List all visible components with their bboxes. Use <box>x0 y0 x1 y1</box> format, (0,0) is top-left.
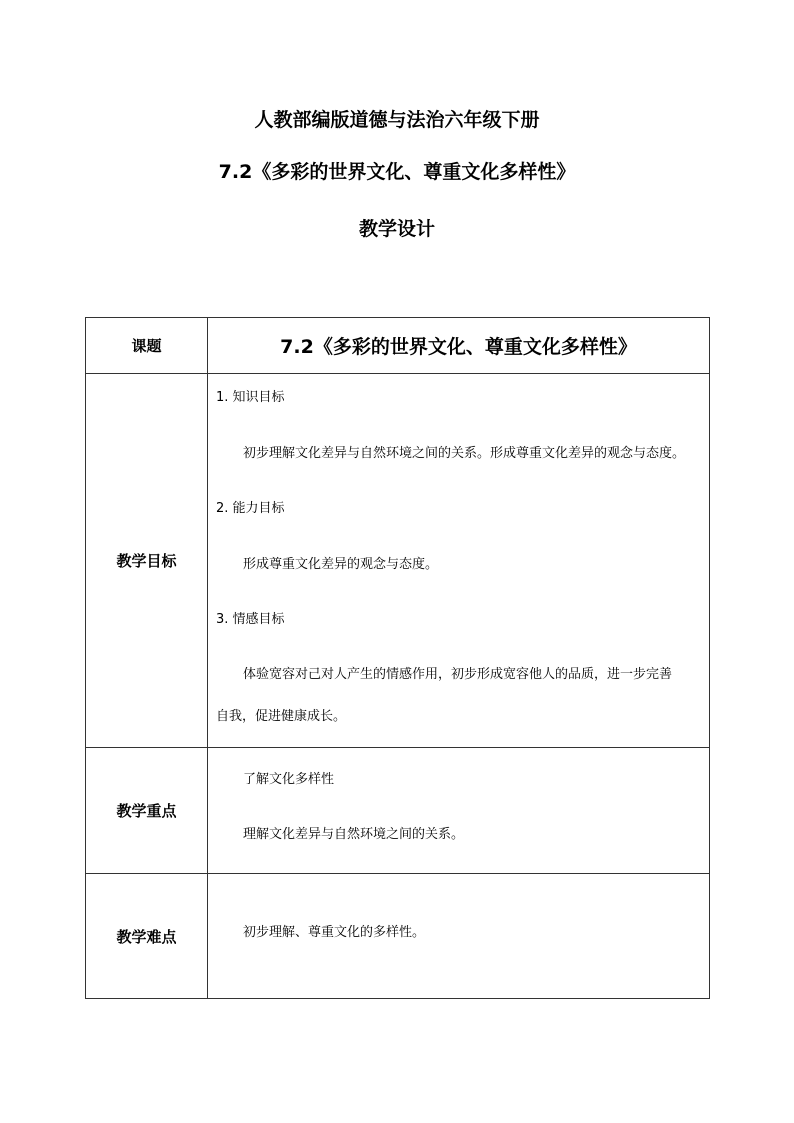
document-subtitle: 教学设计 <box>358 218 435 240</box>
topic-value: 7.2《多彩的世界文化、尊重文化多样性》 <box>208 318 710 374</box>
table-row-difficulties <box>86 874 710 999</box>
goals-label: 教学目标 <box>86 374 208 748</box>
topic-label: 课题 <box>86 318 208 374</box>
table-row-goals <box>86 374 710 748</box>
difficulty-1: 初步理解、尊重文化的多样性。 <box>243 925 426 940</box>
difficulties-cell <box>208 874 710 999</box>
table-row-topic <box>86 318 710 374</box>
keypoints-cell <box>208 748 710 874</box>
lesson-title: 7.2《多彩的世界文化、尊重文化多样性》 <box>218 161 576 183</box>
keypoint-2: 理解文化差异与自然环境之间的关系。 <box>243 827 465 842</box>
goal-text-knowledge: 初步理解文化差异与自然环境之间的关系。形成尊重文化差异的观念与态度。 <box>243 446 686 461</box>
goal-heading-ability: 2. 能力目标 <box>216 501 285 516</box>
keypoints-label: 教学重点 <box>86 748 208 874</box>
goal-text-emotion-2: 自我，促进健康成长。 <box>216 709 347 724</box>
difficulties-label: 教学难点 <box>86 874 208 999</box>
table-row-keypoints <box>86 748 710 874</box>
goal-text-emotion-1: 体验宽容对己对人产生的情感作用，初步形成宽容他人的品质，进一步完善 <box>243 667 673 682</box>
document-title: 人教部编版道德与法治六年级下册 <box>254 109 540 131</box>
goal-text-ability: 形成尊重文化差异的观念与态度。 <box>243 557 439 572</box>
lesson-plan-table <box>85 317 710 999</box>
goal-heading-knowledge: 1. 知识目标 <box>216 390 285 405</box>
goals-cell <box>208 374 710 748</box>
keypoint-1: 了解文化多样性 <box>243 772 335 787</box>
goal-heading-emotion: 3. 情感目标 <box>216 612 285 627</box>
